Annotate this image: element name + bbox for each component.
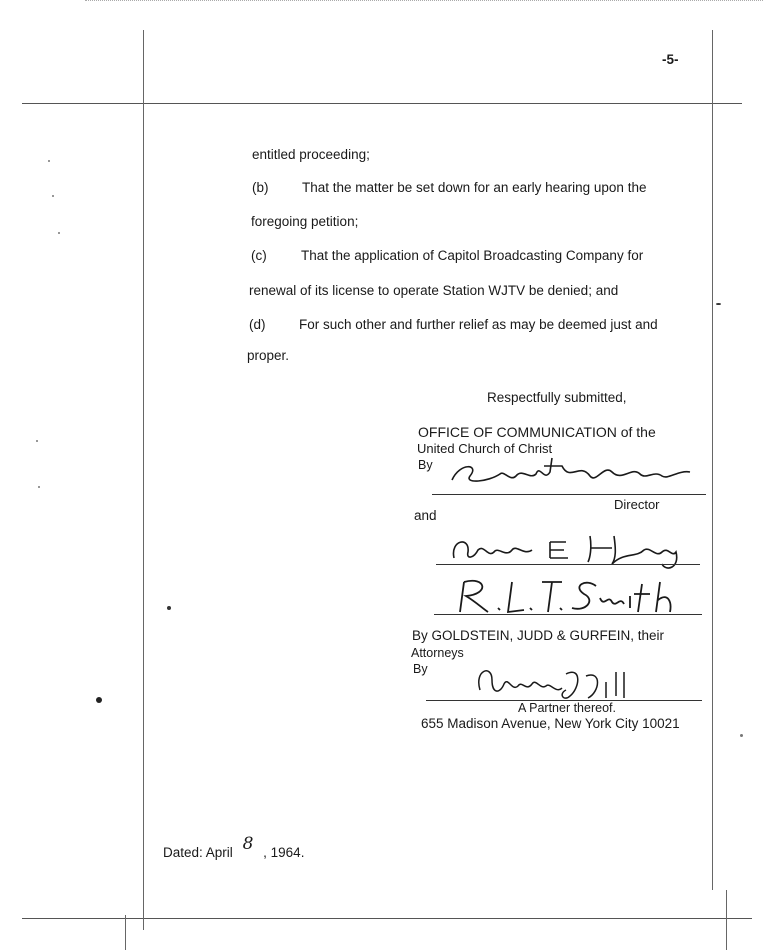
bottom-rule [22,918,752,919]
firm-line-1: By GOLDSTEIN, JUDD & GURFEIN, their [412,628,665,643]
signature-2-icon [440,528,700,572]
item-d [249,317,658,333]
top-dotted-edge [85,0,763,1]
dated-prefix: Dated: April [163,845,233,860]
director-label: Director [614,497,660,512]
and-label: and [414,508,437,523]
dated-line [163,834,305,861]
item-b-text: That the matter be set down for an early hearing upon the [302,180,647,195]
address: 655 Madison Avenue, New York City 10021 [421,716,680,731]
office-line-1: OFFICE OF COMMUNICATION of the [418,424,656,440]
item-d-continuation: proper. [247,348,290,363]
firm-line-2: Attorneys [411,646,464,660]
right-margin-rule-bottom [726,890,727,950]
item-d-label: (d) [249,317,266,332]
item-c-text: That the application of Capitol Broadcasting Company for [301,248,644,263]
scan-speck [96,697,102,703]
by-label-2: By [413,662,428,676]
item-d-text: For such other and further relief as may be deemed just and [299,317,658,332]
top-rule [22,103,742,104]
signature-line-3 [434,614,702,615]
signature-line-2 [436,564,700,565]
item-b-label: (b) [252,180,269,195]
dated-suffix: , 1964. [263,845,305,860]
scan-speck [48,160,50,162]
dated-day: 8 [242,834,254,854]
scan-speck [36,440,38,442]
left-margin-rule [143,30,144,930]
by-label-1: By [418,458,433,472]
respectfully-submitted: Respectfully submitted, [487,390,627,405]
scan-speck [167,606,171,610]
page-number: -5- [662,52,679,67]
signature-1-icon [440,452,700,498]
partner-label: A Partner thereof. [518,701,616,715]
left-margin-rule-bottom [125,915,126,950]
item-c-continuation: renewal of its license to operate Station WJTV be denied; and [249,283,619,298]
signature-line-1 [432,494,706,495]
body-line-entitled: entitled proceeding; [252,147,370,162]
item-b-continuation: foregoing petition; [251,214,359,229]
scan-speck [38,486,40,488]
item-c-label: (c) [251,248,267,263]
item-b [252,180,646,196]
scan-speck [52,195,54,197]
office-line-2: United Church of Christ [417,441,553,456]
item-c [251,248,643,264]
scan-speck [58,232,60,234]
signature-3-icon [446,572,696,618]
right-margin-rule [712,30,713,890]
scan-speck [740,734,743,737]
scan-speck [716,303,721,305]
